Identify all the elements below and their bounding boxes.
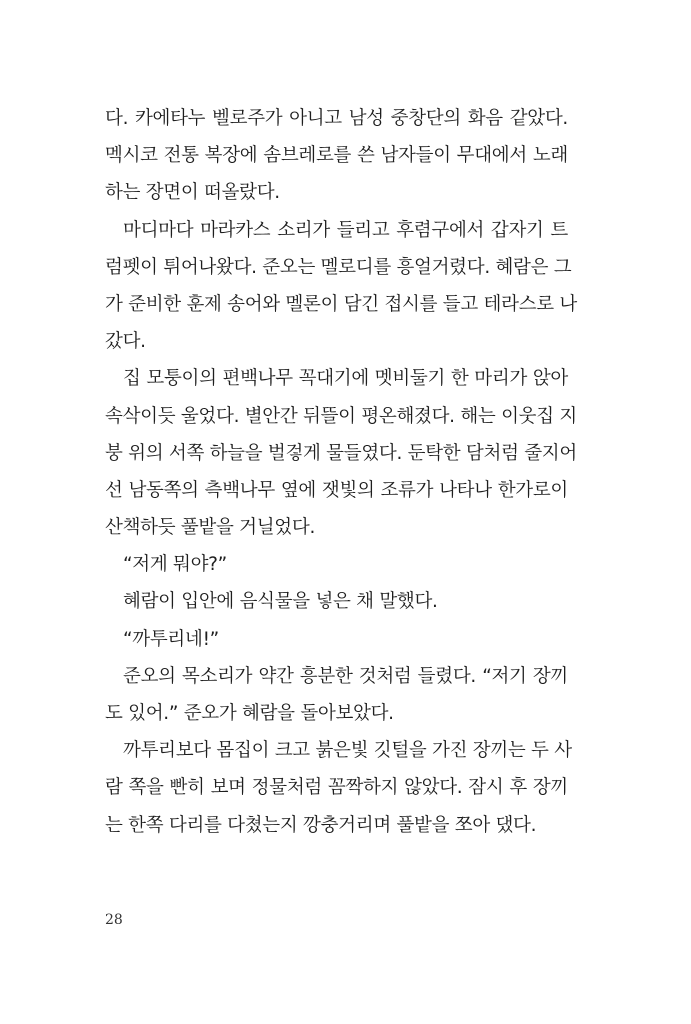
text-line: 도 있어.” 준오가 혜람을 돌아보았다. (105, 703, 394, 724)
text-line: 가 준비한 훈제 송어와 멜론이 담긴 접시를 들고 테라스로 나 (105, 293, 577, 315)
text-line: 속삭이듯 울었다. 별안간 뒤뜰이 평온해졌다. 해는 이웃집 지 (105, 405, 577, 427)
text-line: 다. 카에타누 벨로주가 아니고 남성 중창단의 화음 같았다. (105, 108, 568, 129)
text-line: 하는 장면이 떠올랐다. (105, 182, 280, 204)
text-line: 선 남동쪽의 측백나무 옆에 잿빛의 조류가 나타나 한가로이 (105, 479, 568, 501)
text-line: 마디마다 마라카스 소리가 들리고 후렴구에서 갑자기 트 (123, 219, 568, 241)
dialogue-line: “까투리네!” (123, 628, 219, 650)
text-line: 갔다. (105, 331, 146, 353)
text-line: 멕시코 전통 복장에 솜브레로를 쓴 남자들이 무대에서 노래 (105, 145, 568, 167)
page-number: 28 (105, 912, 123, 928)
text-line: 산책하듯 풀밭을 거닐었다. (105, 517, 316, 539)
body-text (105, 100, 577, 844)
text-line: 럼펫이 튀어나왔다. 준오는 멜로디를 흥얼거렸다. 혜람은 그 (105, 256, 572, 278)
dialogue-line: “저게 뭐야?” (123, 554, 227, 576)
text-line: 집 모퉁이의 편백나무 꼭대기에 멧비둘기 한 마리가 앉아 (123, 368, 568, 390)
text-line: 준오의 목소리가 약간 흥분한 것처럼 들렸다. “저기 장끼 (123, 665, 568, 687)
text-line: 혜람이 입안에 음식물을 넣은 채 말했다. (123, 591, 438, 613)
text-line: 는 한쪽 다리를 다쳤는지 깡충거리며 풀밭을 쪼아 댔다. (105, 814, 537, 836)
text-line: 람 쪽을 빤히 보며 정물처럼 꼼짝하지 않았다. 잠시 후 장끼 (105, 777, 568, 799)
text-line: 붕 위의 서쪽 하늘을 벌겋게 물들였다. 둔탁한 담처럼 줄지어 (105, 442, 577, 464)
text-line: 까투리보다 몸집이 크고 붉은빛 깃털을 가진 장끼는 두 사 (123, 740, 572, 762)
